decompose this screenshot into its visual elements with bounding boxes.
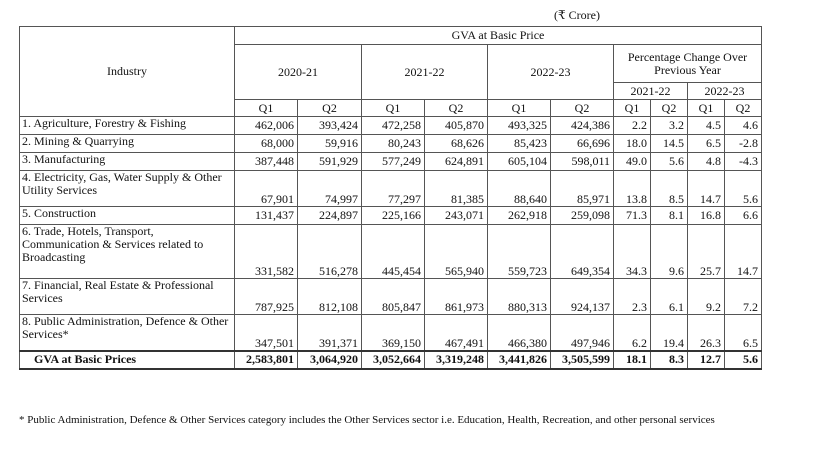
value-cell: 369,150 bbox=[362, 315, 425, 351]
value-cell: 49.0 bbox=[614, 153, 651, 171]
industry-cell: 8. Public Administration, Defence & Other Services* bbox=[20, 315, 235, 351]
value-cell: 559,723 bbox=[488, 225, 551, 279]
total-value-cell: 3,319,248 bbox=[425, 351, 488, 369]
pct-group-header: Percentage Change Over Previous Year bbox=[614, 45, 762, 83]
total-value-cell: 3,505,599 bbox=[551, 351, 614, 369]
total-value-cell: 5.6 bbox=[725, 351, 762, 369]
value-cell: 387,448 bbox=[235, 153, 298, 171]
value-cell: 13.8 bbox=[614, 171, 651, 207]
value-cell: -2.8 bbox=[725, 135, 762, 153]
value-cell: 2.3 bbox=[614, 279, 651, 315]
value-cell: 26.3 bbox=[688, 315, 725, 351]
value-cell: 8.1 bbox=[651, 207, 688, 225]
quarter-header: Q2 bbox=[651, 100, 688, 117]
value-cell: 924,137 bbox=[551, 279, 614, 315]
value-cell: 6.6 bbox=[725, 207, 762, 225]
industry-cell: 4. Electricity, Gas, Water Supply & Other Utility Services bbox=[20, 171, 235, 207]
value-cell: 74,997 bbox=[298, 171, 362, 207]
value-cell: 591,929 bbox=[298, 153, 362, 171]
value-cell: 472,258 bbox=[362, 117, 425, 135]
value-cell: 5.6 bbox=[651, 153, 688, 171]
value-cell: 624,891 bbox=[425, 153, 488, 171]
value-cell: 787,925 bbox=[235, 279, 298, 315]
gva-group-header: GVA at Basic Price bbox=[235, 27, 762, 45]
value-cell: 516,278 bbox=[298, 225, 362, 279]
value-cell: 880,313 bbox=[488, 279, 551, 315]
quarter-header: Q1 bbox=[235, 100, 298, 117]
quarter-header: Q2 bbox=[425, 100, 488, 117]
industry-cell: 3. Manufacturing bbox=[20, 153, 235, 171]
value-cell: 9.6 bbox=[651, 225, 688, 279]
pct-year-header: 2021-22 bbox=[614, 83, 688, 100]
value-cell: 467,491 bbox=[425, 315, 488, 351]
table-row bbox=[20, 225, 762, 279]
total-value-cell: 3,441,826 bbox=[488, 351, 551, 369]
value-cell: 805,847 bbox=[362, 279, 425, 315]
value-cell: 4.5 bbox=[688, 117, 725, 135]
value-cell: 34.3 bbox=[614, 225, 651, 279]
table-row bbox=[20, 279, 762, 315]
total-value-cell: 3,064,920 bbox=[298, 351, 362, 369]
value-cell: 424,386 bbox=[551, 117, 614, 135]
industry-cell: 7. Financial, Real Estate & Professional Services bbox=[20, 279, 235, 315]
table-row bbox=[20, 171, 762, 207]
gva-table bbox=[19, 26, 762, 370]
unit-label: (₹ Crore) bbox=[554, 8, 600, 22]
table-row bbox=[20, 153, 762, 171]
value-cell: 71.3 bbox=[614, 207, 651, 225]
value-cell: 14.7 bbox=[725, 225, 762, 279]
value-cell: 68,626 bbox=[425, 135, 488, 153]
value-cell: 16.8 bbox=[688, 207, 725, 225]
quarter-header: Q1 bbox=[688, 100, 725, 117]
value-cell: 259,098 bbox=[551, 207, 614, 225]
value-cell: 80,243 bbox=[362, 135, 425, 153]
table-row bbox=[20, 207, 762, 225]
value-cell: 331,582 bbox=[235, 225, 298, 279]
value-cell: 565,940 bbox=[425, 225, 488, 279]
value-cell: 347,501 bbox=[235, 315, 298, 351]
value-cell: 85,971 bbox=[551, 171, 614, 207]
value-cell: 18.0 bbox=[614, 135, 651, 153]
year-header: 2020-21 bbox=[235, 45, 362, 100]
total-value-cell: 2,583,801 bbox=[235, 351, 298, 369]
value-cell: 6.5 bbox=[688, 135, 725, 153]
value-cell: 9.2 bbox=[688, 279, 725, 315]
value-cell: 497,946 bbox=[551, 315, 614, 351]
table-row bbox=[20, 117, 762, 135]
value-cell: 462,006 bbox=[235, 117, 298, 135]
value-cell: 225,166 bbox=[362, 207, 425, 225]
total-value-cell: 3,052,664 bbox=[362, 351, 425, 369]
value-cell: 14.7 bbox=[688, 171, 725, 207]
value-cell: 466,380 bbox=[488, 315, 551, 351]
industry-cell: 1. Agriculture, Forestry & Fishing bbox=[20, 117, 235, 135]
table-row bbox=[20, 315, 762, 351]
quarter-header: Q1 bbox=[614, 100, 651, 117]
value-cell: -4.3 bbox=[725, 153, 762, 171]
quarter-header: Q1 bbox=[362, 100, 425, 117]
value-cell: 812,108 bbox=[298, 279, 362, 315]
total-row bbox=[20, 351, 762, 369]
value-cell: 68,000 bbox=[235, 135, 298, 153]
quarter-header: Q1 bbox=[488, 100, 551, 117]
value-cell: 81,385 bbox=[425, 171, 488, 207]
value-cell: 262,918 bbox=[488, 207, 551, 225]
footnote: * Public Administration, Defence & Other Services category includes the Other Services sector i.e. Education, Health, Recreation, and other personal services bbox=[19, 414, 715, 426]
year-header: 2022-23 bbox=[488, 45, 614, 100]
value-cell: 598,011 bbox=[551, 153, 614, 171]
industry-cell: 2. Mining & Quarrying bbox=[20, 135, 235, 153]
value-cell: 67,901 bbox=[235, 171, 298, 207]
total-value-cell: 12.7 bbox=[688, 351, 725, 369]
value-cell: 19.4 bbox=[651, 315, 688, 351]
value-cell: 445,454 bbox=[362, 225, 425, 279]
value-cell: 2.2 bbox=[614, 117, 651, 135]
value-cell: 391,371 bbox=[298, 315, 362, 351]
year-header: 2021-22 bbox=[362, 45, 488, 100]
value-cell: 131,437 bbox=[235, 207, 298, 225]
value-cell: 8.5 bbox=[651, 171, 688, 207]
industry-header: Industry bbox=[20, 27, 235, 117]
table-row bbox=[20, 135, 762, 153]
value-cell: 66,696 bbox=[551, 135, 614, 153]
value-cell: 393,424 bbox=[298, 117, 362, 135]
value-cell: 6.2 bbox=[614, 315, 651, 351]
value-cell: 224,897 bbox=[298, 207, 362, 225]
industry-cell: 6. Trade, Hotels, Transport, Communication & Services related to Broadcasting bbox=[20, 225, 235, 279]
value-cell: 5.6 bbox=[725, 171, 762, 207]
value-cell: 243,071 bbox=[425, 207, 488, 225]
quarter-header: Q2 bbox=[551, 100, 614, 117]
value-cell: 6.1 bbox=[651, 279, 688, 315]
value-cell: 77,297 bbox=[362, 171, 425, 207]
industry-cell: 5. Construction bbox=[20, 207, 235, 225]
total-value-cell: 8.3 bbox=[651, 351, 688, 369]
value-cell: 85,423 bbox=[488, 135, 551, 153]
value-cell: 577,249 bbox=[362, 153, 425, 171]
value-cell: 88,640 bbox=[488, 171, 551, 207]
value-cell: 7.2 bbox=[725, 279, 762, 315]
value-cell: 861,973 bbox=[425, 279, 488, 315]
value-cell: 649,354 bbox=[551, 225, 614, 279]
total-value-cell: 18.1 bbox=[614, 351, 651, 369]
value-cell: 4.6 bbox=[725, 117, 762, 135]
pct-year-header: 2022-23 bbox=[688, 83, 762, 100]
value-cell: 4.8 bbox=[688, 153, 725, 171]
value-cell: 6.5 bbox=[725, 315, 762, 351]
quarter-header: Q2 bbox=[298, 100, 362, 117]
value-cell: 59,916 bbox=[298, 135, 362, 153]
value-cell: 605,104 bbox=[488, 153, 551, 171]
quarter-header: Q2 bbox=[725, 100, 762, 117]
value-cell: 405,870 bbox=[425, 117, 488, 135]
value-cell: 14.5 bbox=[651, 135, 688, 153]
value-cell: 493,325 bbox=[488, 117, 551, 135]
total-label: GVA at Basic Prices bbox=[20, 351, 235, 369]
value-cell: 25.7 bbox=[688, 225, 725, 279]
value-cell: 3.2 bbox=[651, 117, 688, 135]
